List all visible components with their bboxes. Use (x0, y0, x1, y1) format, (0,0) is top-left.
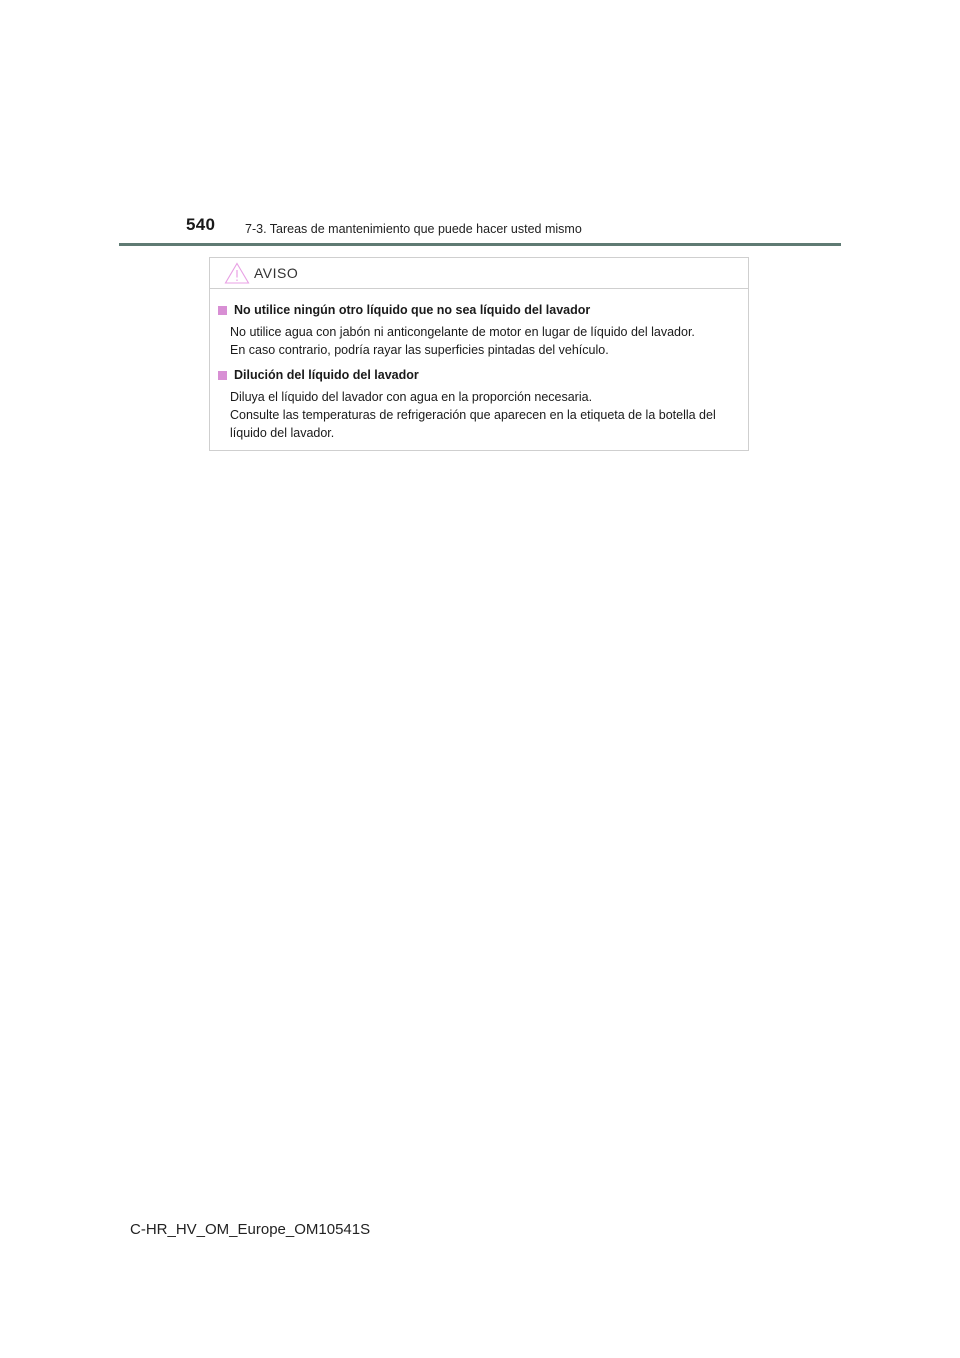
item-line: Consulte las temperaturas de refrigeración que aparecen en la etiqueta de la botella del líquido del lavador. (230, 408, 716, 440)
warning-body (210, 289, 748, 442)
header-rule (119, 243, 841, 246)
warning-triangle-icon (224, 262, 250, 284)
square-bullet-icon (218, 306, 227, 315)
page-number: 540 (186, 215, 216, 234)
warning-title: AVISO (254, 265, 299, 281)
item-line: No utilice agua con jabón ni anticongelante de motor en lugar de líquido del lavador. (230, 325, 695, 339)
item-line: Diluya el líquido del lavador con agua en la proporción necesaria. (230, 390, 593, 404)
item-heading-text: No utilice ningún otro líquido que no sea líquido del lavador (234, 303, 591, 317)
item-heading-text: Dilución del líquido del lavador (234, 368, 419, 382)
warning-box (209, 257, 749, 451)
square-bullet-icon (218, 371, 227, 380)
footer-doc-code: C-HR_HV_OM_Europe_OM10541S (130, 1221, 371, 1238)
item-text (218, 323, 738, 359)
item-heading (218, 366, 738, 384)
item-text (218, 388, 738, 442)
warning-header (210, 258, 748, 289)
warning-item (218, 301, 738, 359)
item-line: En caso contrario, podría rayar las superficies pintadas del vehículo. (230, 343, 609, 357)
warning-item (218, 366, 738, 442)
item-heading (218, 301, 738, 319)
section-title: 7-3. Tareas de mantenimiento que puede hacer usted mismo (245, 222, 582, 236)
